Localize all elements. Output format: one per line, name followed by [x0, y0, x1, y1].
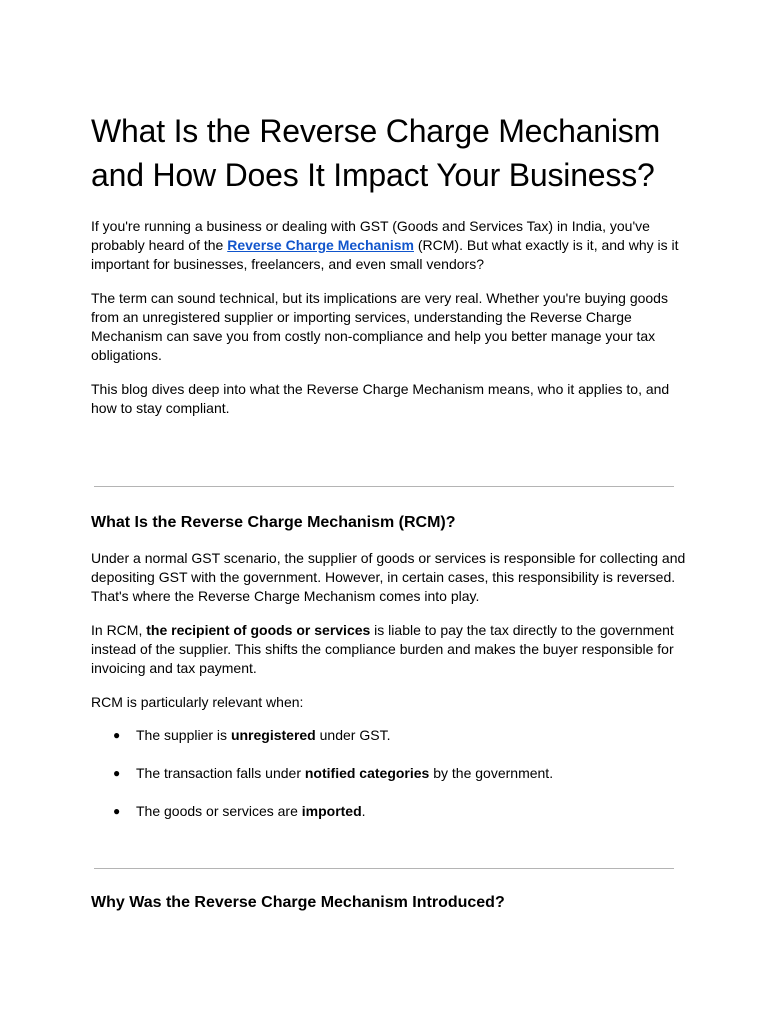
- article-intro: [91, 109, 691, 418]
- list-item-text-end: under GST.: [315, 727, 391, 743]
- rcm-link[interactable]: Reverse Charge Mechanism: [227, 237, 414, 253]
- section-what-is-rcm: [91, 512, 691, 840]
- list-item-text-end: .: [361, 803, 366, 819]
- section1-paragraph-3: RCM is particularly relevant when:: [91, 694, 304, 710]
- list-item-text-start: The goods or services are: [136, 803, 302, 819]
- section1-p2-text-end: is liable to pay the tax directly to the government instead of the supplier. This shifts the compliance burden and makes the buyer responsible for invoicing and tax payment.: [91, 622, 674, 676]
- section-heading-what-is-rcm: What Is the Reverse Charge Mechanism (RCM)?: [91, 514, 456, 531]
- section1-p2-text-start: In RCM,: [91, 622, 147, 638]
- intro-p1-text-start: If you're running a business or dealing with GST (Goods and Services Tax) in India, you've probably heard of the: [91, 218, 650, 253]
- bullet-icon: ●: [113, 804, 121, 818]
- list-item: [91, 726, 691, 745]
- section1-p2-bold: the recipient of goods or services: [146, 622, 371, 638]
- section-why-introduced: [91, 892, 691, 914]
- bullet-icon: ●: [113, 728, 121, 742]
- section-divider-1: [94, 486, 674, 487]
- list-item: [91, 764, 691, 783]
- section1-paragraph-2: [91, 621, 691, 678]
- bullet-icon: ●: [113, 766, 121, 780]
- list-item-bold: imported: [301, 803, 362, 819]
- list-item-text-start: The supplier is: [136, 727, 231, 743]
- rcm-conditions-list: [91, 726, 691, 821]
- list-item-text-start: The transaction falls under: [136, 765, 305, 781]
- section-divider-2: [94, 868, 674, 869]
- intro-paragraph-1: [91, 217, 691, 274]
- page-title: What Is the Reverse Charge Mechanism and How Does It Impact Your Business?: [91, 113, 661, 193]
- list-item-bold: notified categories: [304, 765, 430, 781]
- intro-p1-text-end: (RCM). But what exactly is it, and why is it important for businesses, freelancers, and even small vendors?: [91, 237, 679, 272]
- section-heading-why-introduced: Why Was the Reverse Charge Mechanism Introduced?: [91, 894, 505, 911]
- intro-paragraph-2: The term can sound technical, but its implications are very real. Whether you're buying goods from an unregistered supplier or importing services, understanding the Reverse Charge Mechanism can save you from costly non-compliance and help you better manage your tax obligations.: [91, 290, 668, 363]
- intro-paragraph-3: This blog dives deep into what the Reverse Charge Mechanism means, who it applies to, and how to stay compliant.: [91, 381, 670, 416]
- list-item-text-end: by the government.: [429, 765, 554, 781]
- section1-paragraph-1: Under a normal GST scenario, the supplier of goods or services is responsible for collecting and depositing GST with the government. However, in certain cases, this responsibility is reversed. That's where the Reverse Charge Mechanism comes into play.: [91, 550, 686, 604]
- list-item-bold: unregistered: [230, 727, 316, 743]
- list-item: [91, 802, 691, 821]
